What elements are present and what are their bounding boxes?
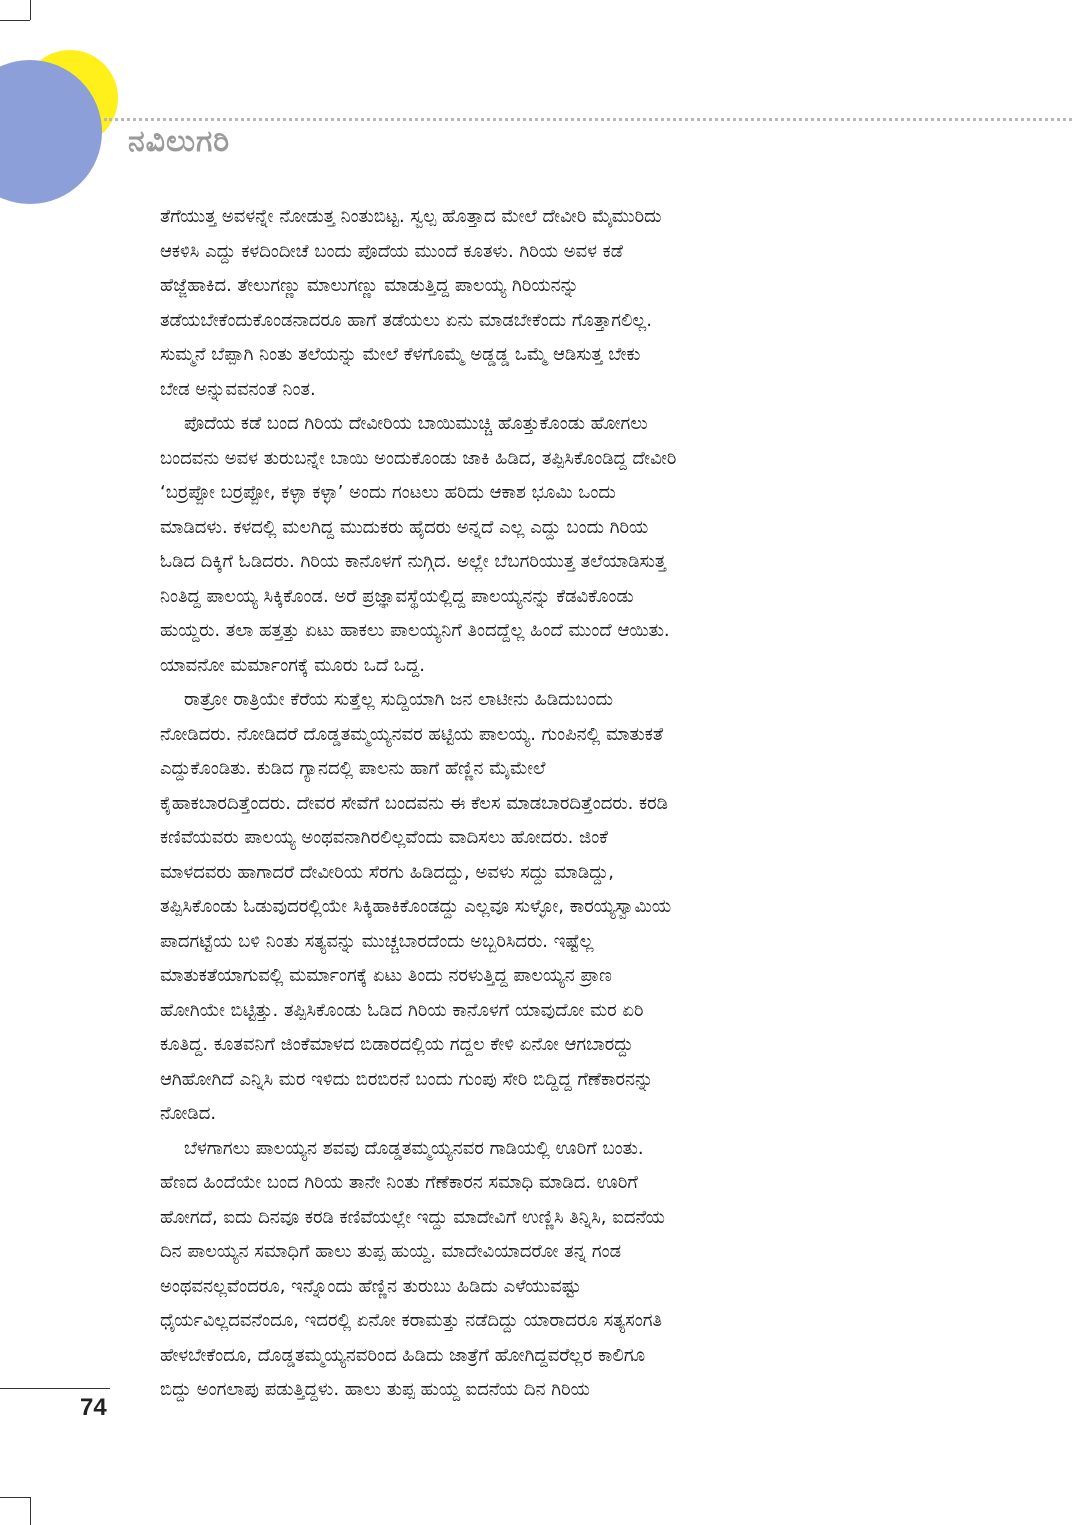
text-line: ದಿನ ಪಾಲಯ್ಯನ ಸಮಾಧಿಗೆ ಹಾಲು ತುಪ್ಪ ಹುಯ್ದ. ಮಾದೇವಿಯಾದರೋ ತನ್ನ ಗಂಡ: [160, 1241, 622, 1262]
text-line: ನೋಡಿದರು. ನೋಡಿದರೆ ದೊಡ್ಡತಮ್ಮಯ್ಯನವರ ಹಟ್ಟಿಯ ಪಾಲಯ್ಯ. ಗುಂಪಿನಲ್ಲಿ ಮಾತುಕತೆ: [160, 723, 664, 745]
text-line: ಅಂಥವನಲ್ಲವೆಂದರೂ, ಇನ್ನೊಂದು ಹೆಣ್ಣಿನ ತುರುಬು ಹಿಡಿದು ಎಳೆಯುವಷ್ಟು: [160, 1275, 581, 1297]
body-text: [160, 200, 920, 1408]
crop-mark-bottom-vertical: [30, 1497, 31, 1525]
text-line: ಹೋಗದೆ, ಐದು ದಿನವೂ ಕರಡಿ ಕಣಿವೆಯಲ್ಲೇ ಇದ್ದು ಮಾದೇವಿಗೆ ಉಣ್ಣಿಸಿ ತಿನ್ನಿಸಿ, ಐದನೆಯ: [160, 1206, 665, 1228]
header-dotted-rule: [104, 118, 1072, 121]
text-line: ತಪ್ಪಿಸಿಕೊಂಡು ಓಡುವುದರಲ್ಲಿಯೇ ಸಿಕ್ಕಿಹಾಕಿಕೊಂಡದ್ದು ಎಲ್ಲವೂ ಸುಳ್ಳೋ, ಕಾರಯ್ಯಸ್ವಾಮಿಯ: [160, 896, 672, 917]
text-line: ನೋಡಿದ.: [160, 1103, 217, 1124]
text-line: ಮಾತುಕತೆಯಾಗುವಲ್ಲಿ ಮರ್ಮಾಂಗಕ್ಕೆ ಏಟು ತಿಂದು ನರಳುತ್ತಿದ್ದ ಪಾಲಯ್ಯನ ಪ್ರಾಣ: [160, 965, 612, 986]
text-line: ಮಾಡಿದಳು. ಕಳದಲ್ಲಿ ಮಲಗಿದ್ದ ಮುದುಕರು ಹೈದರು ಅನ್ನದೆ ಎಲ್ಲ ಎದ್ದು ಬಂದು ಗಿರಿಯ: [160, 516, 649, 538]
text-line: ಕೂತಿದ್ದ. ಕೂತವನಿಗೆ ಜಿಂಕೆಮಾಳದ ಬಿಡಾರದಲ್ಲಿಯ ಗದ್ದಲ ಕೇಳಿ ಏನೋ ಆಗಬಾರದ್ದು: [160, 1034, 634, 1055]
text-line: ಹೇಳಬೇಕೆಂದೂ, ದೊಡ್ಡತಮ್ಮಯ್ಯನವರಿಂದ ಹಿಡಿದು ಜಾತ್ರೆಗೆ ಹೋಗಿದ್ದವರೆಲ್ಲರ ಕಾಲಿಗೂ: [160, 1344, 646, 1366]
text-line: ಧೈರ್ಯವಿಲ್ಲದವನೆಂದೂ, ಇದರಲ್ಲಿ ಏನೋ ಕರಾಮತ್ತು ನಡೆದಿದ್ದು ಯಾರಾದರೂ ಸತ್ಯಸಂಗತಿ: [160, 1310, 662, 1331]
decorative-circles: [0, 0, 130, 210]
text-line: ಆಕಳಿಸಿ ಎದ್ದು ಕಳದಿಂದೀಚೆ ಬಂದು ಪೊದೆಯ ಮುಂದೆ ಕೂತಳು. ಗಿರಿಯ ಅವಳ ಕಡೆ: [160, 240, 623, 262]
text-line: ಬಿದ್ದು ಅಂಗಲಾಪು ಪಡುತ್ತಿದ್ದಳು. ಹಾಲು ತುಪ್ಪ ಹುಯ್ದ ಐದನೆಯ ದಿನ ಗಿರಿಯ: [160, 1379, 590, 1400]
text-line: ಬಂದವನು ಅವಳ ತುರುಬನ್ನೇ ಬಾಯಿ ಅಂದುಕೊಂಡು ಜಾಕಿ ಹಿಡಿದ, ತಪ್ಪಿಸಿಕೊಂಡಿದ್ದ ದೇವೀರಿ: [160, 447, 677, 469]
text-line: ಹೆಣದ ಹಿಂದೆಯೇ ಬಂದ ಗಿರಿಯ ತಾನೇ ನಿಂತು ಗೆಣೆಕಾರನ ಸಮಾಧಿ ಮಾಡಿದ. ಊರಿಗೆ: [160, 1172, 638, 1193]
chapter-title: ನವಿಲುಗರಿ: [128, 124, 231, 159]
text-line: ತೆಗೆಯುತ್ತ ಅವಳನ್ನೇ ನೋಡುತ್ತ ನಿಂತುಬಿಟ್ಟ. ಸ್ವಲ್ಪ ಹೊತ್ತಾದ ಮೇಲೆ ದೇವೀರಿ ಮೈಮುರಿದು: [160, 206, 662, 227]
page-number-rule: [0, 1388, 110, 1389]
text-line: ಯಾವನೋ ಮರ್ಮಾಂಗಕ್ಕೆ ಮೂರು ಒದೆ ಒದ್ದ.: [160, 654, 426, 676]
text-line: ತಡೆಯಬೇಕೆಂದುಕೊಂಡನಾದರೂ ಹಾಗೆ ತಡೆಯಲು ಏನು ಮಾಡಬೇಕೆಂದು ಗೊತ್ತಾಗಲಿಲ್ಲ.: [160, 309, 652, 331]
text-line: ಹುಯ್ದರು. ತಲಾ ಹತ್ತತ್ತು ಏಟು ಹಾಕಲು ಪಾಲಯ್ಯನಿಗೆ ತಿಂದದ್ದೆಲ್ಲ ಹಿಂದೆ ಮುಂದೆ ಆಯಿತು.: [160, 620, 670, 641]
text-line: ಓಡಿದ ದಿಕ್ಕಿಗೆ ಓಡಿದರು. ಗಿರಿಯ ಕಾನೊಳಗೆ ನುಗ್ಗಿದ. ಅಲ್ಲೇ ಬೆಬಗರಿಯುತ್ತ ತಲೆಯಾಡಿಸುತ್ತ: [160, 551, 666, 572]
text-line: ಕಣಿವೆಯವರು ಪಾಲಯ್ಯ ಅಂಥವನಾಗಿರಲಿಲ್ಲವೆಂದು ವಾದಿಸಲು ಹೋದರು. ಜಿಂಕೆ: [160, 827, 609, 848]
crop-mark-bottom-horizontal: [0, 1497, 30, 1498]
text-line: ಹೆಜ್ಜೆಹಾಕಿದ. ತೇಲುಗಣ್ಣು ಮಾಲುಗಣ್ಣು ಮಾಡುತ್ತಿದ್ದ ಪಾಲಯ್ಯ ಗಿರಿಯನನ್ನು: [160, 275, 579, 296]
text-line: ಆಗಿಹೋಗಿದೆ ಎನ್ನಿಸಿ ಮರ ಇಳಿದು ಬಿರಬಿರನೆ ಬಂದು ಗುಂಪು ಸೇರಿ ಬಿದ್ದಿದ್ದ ಗೆಣೆಕಾರನನ್ನು: [160, 1068, 654, 1090]
text-line: ಕೈಹಾಕಬಾರದಿತ್ತೆಂದರು. ದೇವರ ಸೇವೆಗೆ ಬಂದವನು ಈ ಕೆಲಸ ಮಾಡಬಾರದಿತ್ತೆಂದರು. ಕರಡಿ: [160, 792, 669, 814]
paragraph-start-line: ಪೊದೆಯ ಕಡೆ ಬಂದ ಗಿರಿಯ ದೇವೀರಿಯ ಬಾಯಿಮುಚ್ಚಿ ಹೊತ್ತುಕೊಂಡು ಹೋಗಲು: [184, 413, 648, 434]
text-line: ಎದ್ದುಕೊಂಡಿತು. ಕುಡಿದ ಗ್ಯಾನದಲ್ಲಿ ಪಾಲನು ಹಾಗೆ ಹೆಣ್ಣಿನ ಮೈಮೇಲೆ: [160, 758, 546, 779]
text-line: ಮಾಳದವರು ಹಾಗಾದರೆ ದೇವೀರಿಯ ಸೆರಗು ಹಿಡಿದದ್ದು, ಅವಳು ಸದ್ದು ಮಾಡಿದ್ದು,: [160, 861, 614, 883]
text-line: ಬೇಡ ಅನ್ನುವವನಂತೆ ನಿಂತ.: [160, 378, 316, 400]
text-line: ನಿಂತಿದ್ದ ಪಾಲಯ್ಯ ಸಿಕ್ಕಿಕೊಂಡ. ಅರೆ ಪ್ರಜ್ಞಾವಸ್ಥೆಯಲ್ಲಿದ್ದ ಪಾಲಯ್ಯನನ್ನು ಕೆಡವಿಕೊಂಡು: [160, 585, 634, 607]
text-line: ಸುಮ್ಮನೆ ಬೆಪ್ಪಾಗಿ ನಿಂತು ತಲೆಯನ್ನು ಮೇಲೆ ಕೆಳಗೊಮ್ಮೆ ಅಡ್ಡಡ್ಡ ಒಮ್ಮೆ ಆಡಿಸುತ್ತ ಬೇಕು: [160, 344, 641, 365]
paragraph-start-line: ರಾತ್ರೋ ರಾತ್ರಿಯೇ ಕೆರೆಯ ಸುತ್ತೆಲ್ಲ ಸುದ್ದಿಯಾಗಿ ಜನ ಲಾಟೀನು ಹಿಡಿದುಬಂದು: [184, 689, 614, 710]
text-line: ಪಾದಗಟ್ಟೆಯ ಬಳಿ ನಿಂತು ಸತ್ಯವನ್ನು ಮುಚ್ಚಬಾರದೆಂದು ಅಬ್ಬರಿಸಿದರು. ಇಷ್ಟೆಲ್ಲ: [160, 930, 594, 952]
text-line: ಹೋಗಿಯೇ ಬಿಟ್ಟಿತ್ತು. ತಪ್ಪಿಸಿಕೊಂಡು ಓಡಿದ ಗಿರಿಯ ಕಾನೊಳಗೆ ಯಾವುದೋ ಮರ ಏರಿ: [160, 999, 644, 1021]
paragraph-start-line: ಬೆಳಗಾಗಲು ಪಾಲಯ್ಯನ ಶವವು ದೊಡ್ಡತಮ್ಮಯ್ಯನವರ ಗಾಡಿಯಲ್ಲಿ ಊರಿಗೆ ಬಂತು.: [184, 1137, 644, 1159]
text-line: ‘ಬರ‍್ರಪ್ಪೋ ಬರ‍್ರಪ್ಪೋ, ಕಳ್ಳಾ ಕಳ್ಳಾ’ ಅಂದು ಗಂಟಲು ಹರಿದು ಆಕಾಶ ಭೂಮಿ ಒಂದು: [160, 482, 616, 503]
page-number: 74: [80, 1394, 107, 1421]
